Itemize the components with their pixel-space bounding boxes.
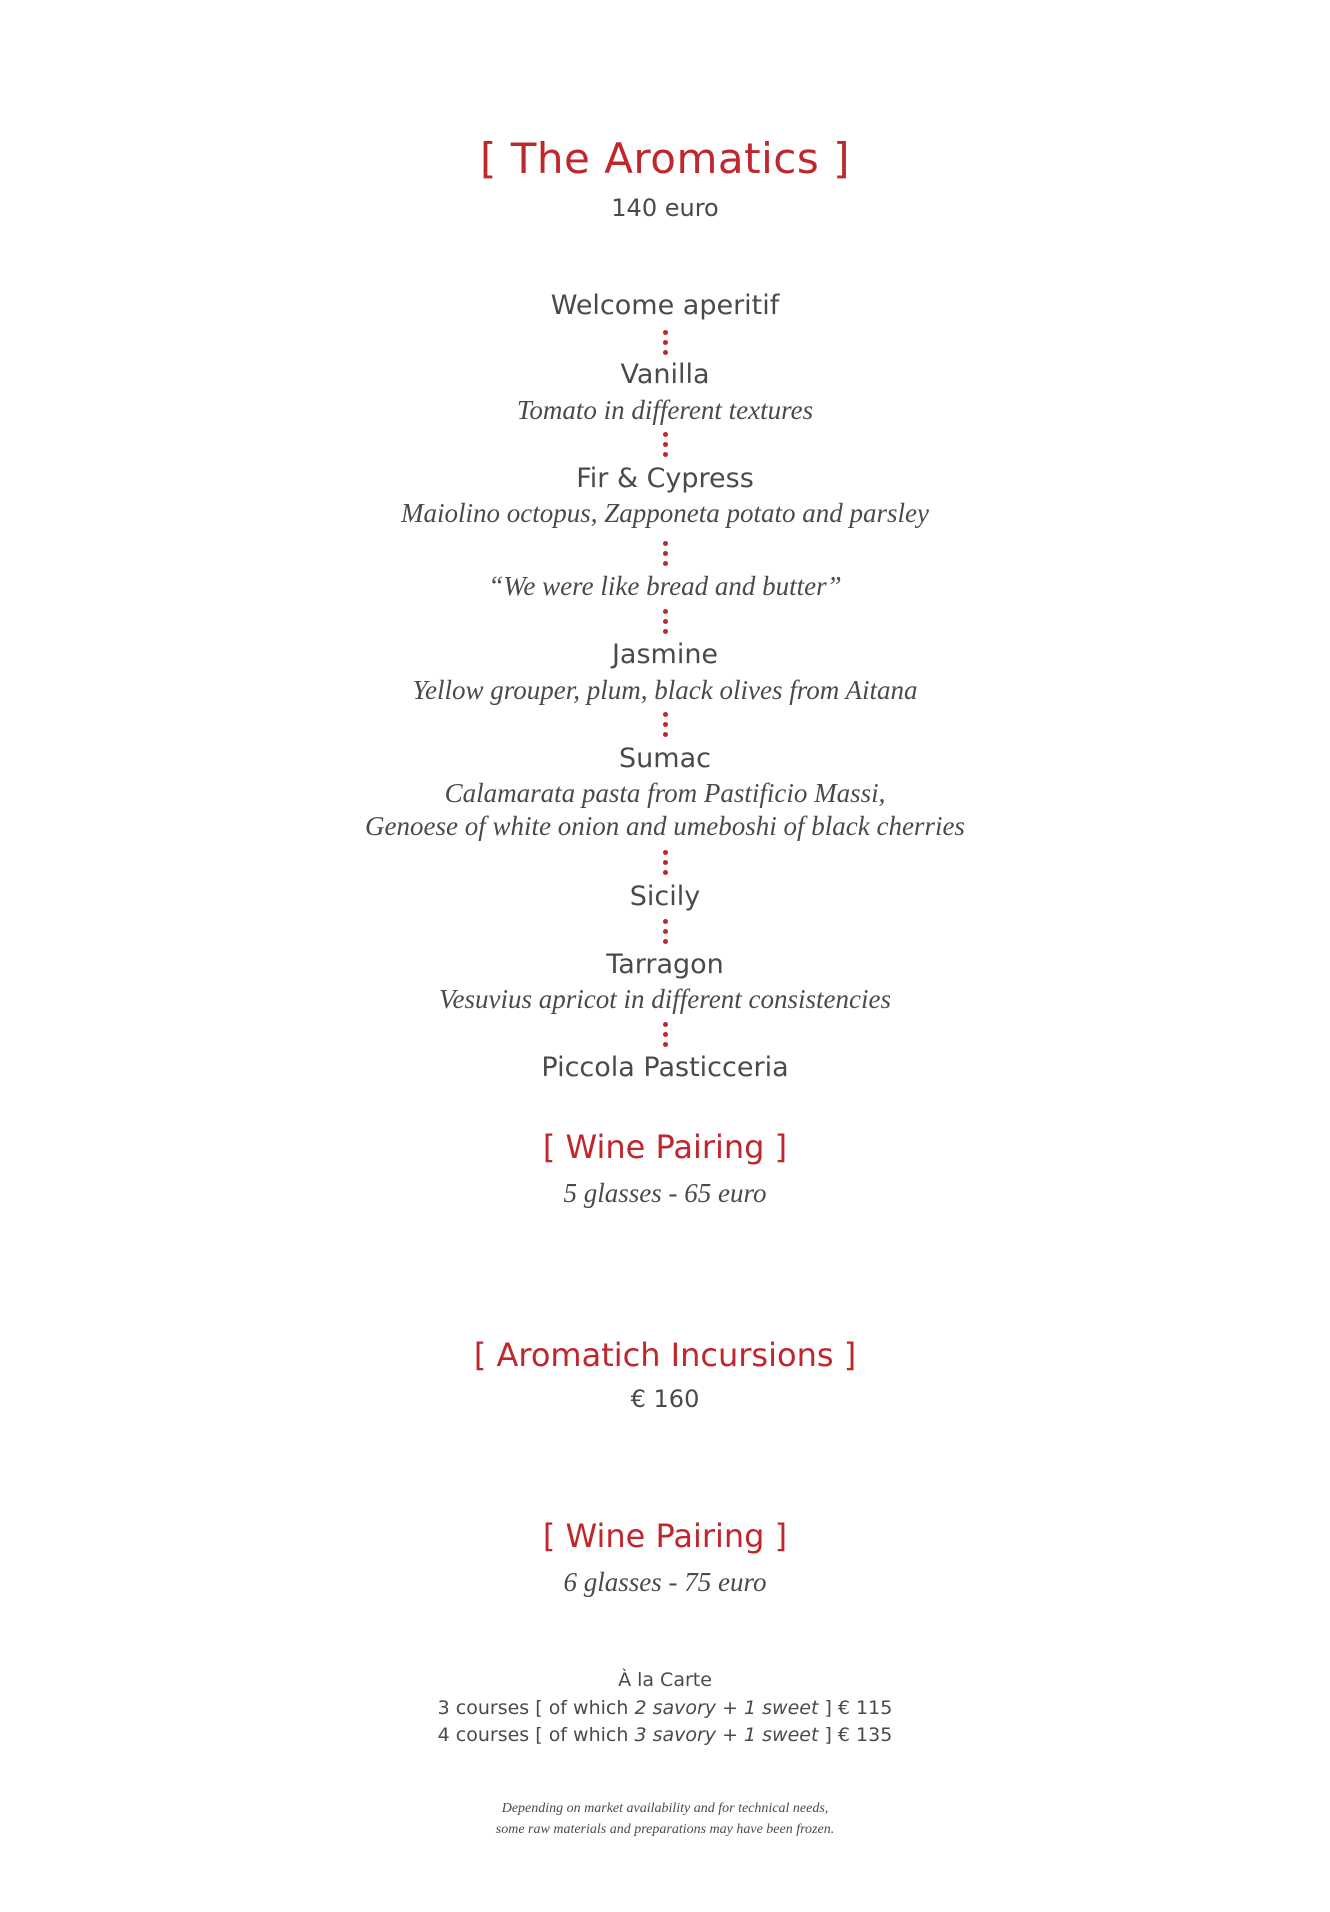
course-welcome-aperitif: Welcome aperitif [550, 290, 780, 321]
course-tarragon-description: Vesuvius apricot in different consistencies [439, 984, 891, 1014]
course-separator [663, 541, 669, 567]
course-fir-cypress: Fir & Cypress [576, 463, 754, 494]
a-la-carte-line-1-detail: 2 savory + 1 sweet [634, 1697, 819, 1719]
course-separator [663, 609, 669, 635]
course-tarragon: Tarragon [606, 949, 724, 980]
footnote-line-1: Depending on market availability and for technical needs, [501, 1801, 829, 1816]
incursions-wine-pairing-title: [ Wine Pairing ] [542, 1517, 788, 1555]
course-separator [663, 1022, 669, 1048]
menu-title: [ The Aromatics ] [480, 134, 850, 183]
course-separator [663, 850, 669, 876]
wine-pairing-title: [ Wine Pairing ] [542, 1128, 788, 1166]
incursions-title: [ Aromatich Incursions ] [473, 1336, 857, 1374]
a-la-carte-line-2-prefix: 4 courses [ of which [437, 1724, 635, 1746]
incursions-wine-pairing-price: 6 glasses - 75 euro [563, 1567, 767, 1597]
course-fir-cypress-description: Maiolino octopus, Zapponeta potato and parsley [401, 498, 929, 528]
course-piccola-pasticceria: Piccola Pasticceria [541, 1052, 789, 1083]
a-la-carte-line-1-suffix: ] € 115 [818, 1697, 893, 1719]
course-sicily: Sicily [629, 881, 701, 912]
course-separator [663, 712, 669, 738]
incursions-price: € 160 [630, 1385, 700, 1413]
course-sumac: Sumac [619, 743, 711, 774]
course-separator [663, 330, 669, 356]
course-separator [663, 432, 669, 458]
a-la-carte-line-2-suffix: ] € 135 [818, 1724, 893, 1746]
course-vanilla: Vanilla [620, 359, 710, 390]
course-jasmine: Jasmine [611, 639, 719, 670]
course-sumac-description-line1: Calamarata pasta from Pastificio Massi, [444, 778, 886, 808]
course-bread-butter-description: “We were like bread and butter” [488, 571, 842, 601]
a-la-carte-line-2-detail: 3 savory + 1 sweet [634, 1724, 819, 1746]
a-la-carte-line-1 [0, 1699, 1330, 1718]
a-la-carte-title: À la Carte [618, 1669, 712, 1691]
course-sumac-description-line2: Genoese of white onion and umeboshi of black cherries [365, 811, 965, 841]
a-la-carte-line-2 [0, 1726, 1330, 1745]
a-la-carte-line-1-prefix: 3 courses [ of which [437, 1697, 635, 1719]
menu-price: 140 euro [611, 194, 719, 222]
footnote-line-2: some raw materials and preparations may have been frozen. [495, 1822, 835, 1837]
course-separator [663, 919, 669, 945]
course-vanilla-description: Tomato in different textures [516, 395, 814, 425]
course-jasmine-description: Yellow grouper, plum, black olives from Aitana [412, 675, 918, 705]
wine-pairing-price: 5 glasses - 65 euro [563, 1178, 767, 1208]
